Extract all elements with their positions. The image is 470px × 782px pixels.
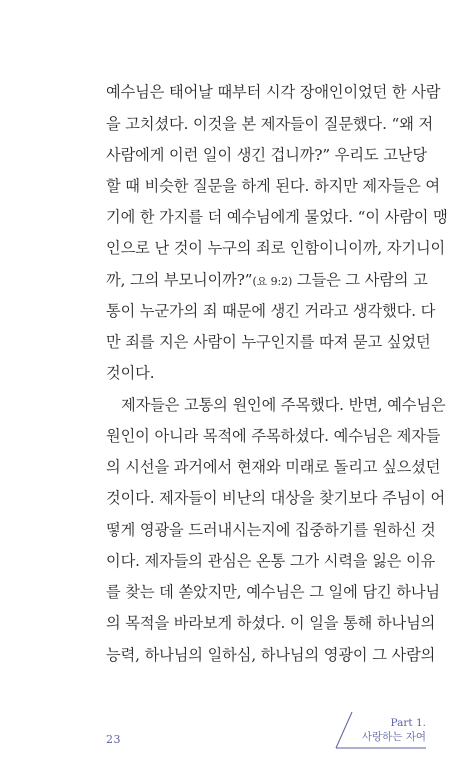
body-line: 것이다. xyxy=(106,364,155,382)
part-title: 사랑하는 자여 xyxy=(361,731,426,743)
body-line: 이다. 제자들의 관심은 온통 그가 시력을 잃은 이유 xyxy=(106,552,436,570)
body-line: 만 죄를 지은 사람이 누구인지를 따져 묻고 싶었던 xyxy=(106,333,431,351)
body-line: 통이 누군가의 죄 때문에 생긴 거라고 생각했다. 다 xyxy=(106,302,436,320)
body-line: 사람에게 이런 일이 생긴 겁니까?” 우리도 고난당 xyxy=(106,146,427,164)
body-line: 를 찾는 데 쏟았지만, 예수님은 그 일에 담긴 하나님 xyxy=(106,583,440,601)
body-line: 할 때 비슷한 질문을 하게 된다. 하지만 제자들은 여 xyxy=(106,177,440,195)
body-line: 인으로 난 것이 누구의 죄로 인함이니이까, 자기니이 xyxy=(106,239,446,257)
body-line: 떻게 영광을 드러내시는지에 집중하기를 원하신 것 xyxy=(106,521,436,539)
body-line: 의 시선을 과거에서 현재와 미래로 돌리고 싶으셨던 xyxy=(106,458,441,476)
body-line: 예수님은 태어날 때부터 시각 장애인이었던 한 사람 xyxy=(106,83,441,101)
body-line: 것이다. 제자들이 비난의 대상을 찾기보다 주님이 어 xyxy=(106,489,446,507)
body-line: 을 고치셨다. 이것을 본 제자들이 질문했다. “왜 저 xyxy=(106,115,434,133)
page-number: 23 xyxy=(106,733,121,746)
body-line: 기에 한 가지를 더 예수님에게 물었다. “이 사람이 맹 xyxy=(106,208,448,226)
body-text: 그들은 그 사람의 고 xyxy=(296,271,428,289)
body-text: 까, 그의 부모니이까?” xyxy=(106,271,253,289)
running-footer xyxy=(362,716,426,744)
part-label: Part 1. xyxy=(390,717,426,729)
body-line: 능력, 하나님의 일하심, 하나님의 영광이 그 사람의 xyxy=(106,646,436,664)
body-line: 의 목적을 바라보게 하셨다. 이 일을 통해 하나님의 xyxy=(106,614,436,632)
body-line: 제자들은 고통의 원인에 주목했다. 반면, 예수님은 xyxy=(121,396,446,414)
body-line: 원인이 아니라 목적에 주목하셨다. 예수님은 제자들 xyxy=(106,427,441,445)
bible-citation: (요 9:2) xyxy=(252,275,293,288)
